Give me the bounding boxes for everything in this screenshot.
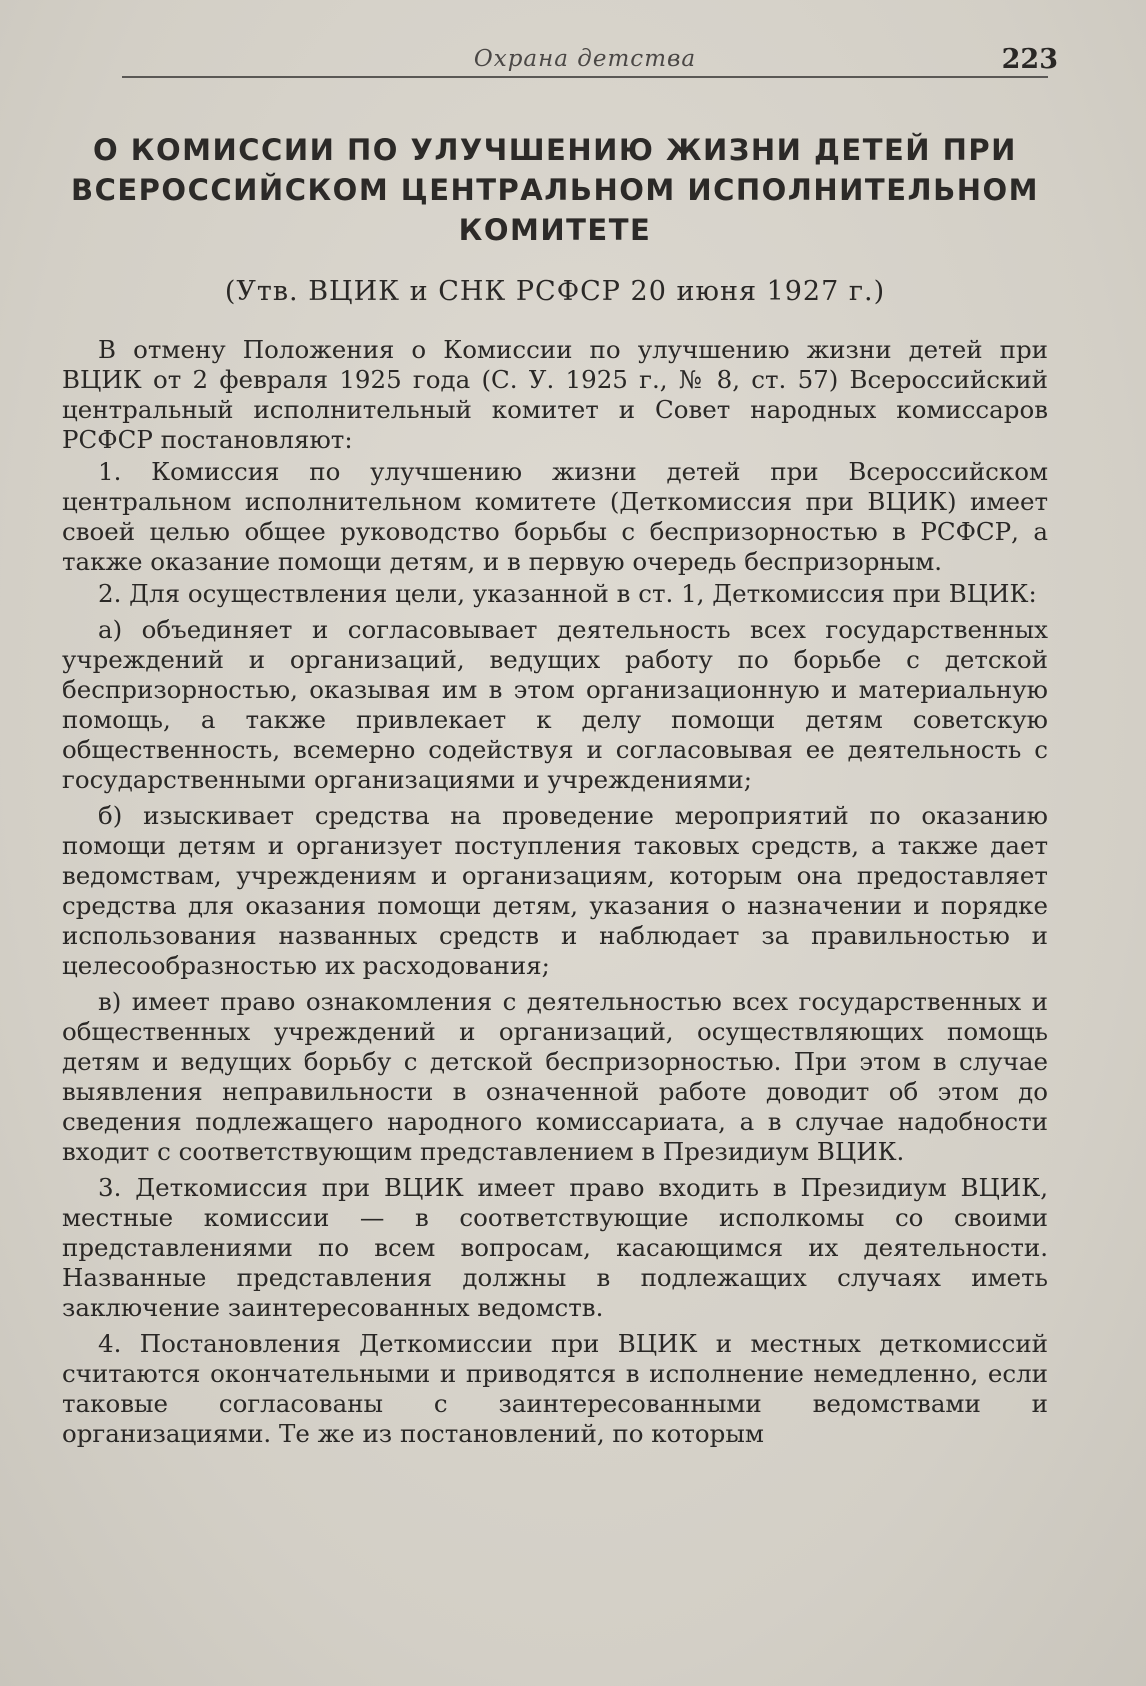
document-body [62, 335, 1048, 1449]
document-subtitle: (Утв. ВЦИК и СНК РСФСР 20 июня 1927 г.) [224, 276, 886, 307]
article-1-paragraph: 1. Комиссия по улучшению жизни детей при Всероссийском центральном исполнительном комитете (Деткомиссия при ВЦИК) имеет своей целью общее руководство борьбы с беспризорностью в РСФСР, а также оказание помощи детям, и в первую очередь беспризорным. [62, 457, 1048, 576]
article-2v-paragraph: в) имеет право ознакомления с деятельностью всех государственных и общественных учреждений и организаций, осуществляющих помощь детям и ведущих борьбу с детской беспризорностью. При этом в случае выявления неправильности в означенной работе доводит об этом до сведения подлежащего народного комиссариата, а в случае надобности входит с соответствующим представлением в Президиум ВЦИК. [62, 987, 1048, 1166]
preamble-paragraph: В отмену Положения о Комиссии по улучшению жизни детей при ВЦИК от 2 февраля 1925 года (С. У. 1925 г., № 8, ст. 57) Всероссийский центральный исполнительный комитет и Совет народных комиссаров РСФСР постановляют: [62, 335, 1048, 454]
running-header [122, 36, 1058, 78]
article-2-paragraph: 2. Для осуществления цели, указанной в ст. 1, Деткомиссия при ВЦИК: [98, 579, 1037, 608]
article-3-paragraph: 3. Деткомиссия при ВЦИК имеет право входить в Президиум ВЦИК, местные комиссии — в соответствующие исполкомы со своими представлениями по всем вопросам, касающимся их деятельности. Названные представления должны в подлежащих случаях иметь заключение заинтересованных ведомств. [62, 1173, 1048, 1322]
page-number: 223 [1001, 44, 1058, 75]
article-2b-paragraph: б) изыскивает средства на проведение мероприятий по оказанию помощи детям и организует поступления таковых средств, а также дает ведомствам, учреждениям и организациям, которым она предоставляет средства для оказания помощи детям, указания о назначении и порядке использования названных средств и наблюдает за правильностью и целесообразностью их расходования; [62, 801, 1048, 980]
document-title: О КОМИССИИ ПО УЛУЧШЕНИЮ ЖИЗНИ ДЕТЕЙ ПРИ ВСЕРОССИЙСКОМ ЦЕНТРАЛЬНОМ ИСПОЛНИТЕЛЬНОМ КОМИТЕТЕ [70, 133, 1039, 247]
article-2a-paragraph: а) объединяет и согласовывает деятельность всех государственных учреждений и организаций, ведущих работу по борьбе с детской беспризорностью, оказывая им в этом организационную и материальную помощь, а также привлекает к делу помощи детям советскую общественность, всемерно содействуя и согласовывая ее деятельность с государственными организациями и учреждениями; [62, 615, 1048, 794]
article-4-paragraph: 4. Постановления Деткомиссии при ВЦИК и местных деткомиссий считаются окончательными и приводятся в исполнение немедленно, если таковые согласованы с заинтересованными ведомствами и организациями. Те же из постановлений, по которым [62, 1329, 1048, 1448]
running-title: Охрана детства [473, 46, 697, 72]
